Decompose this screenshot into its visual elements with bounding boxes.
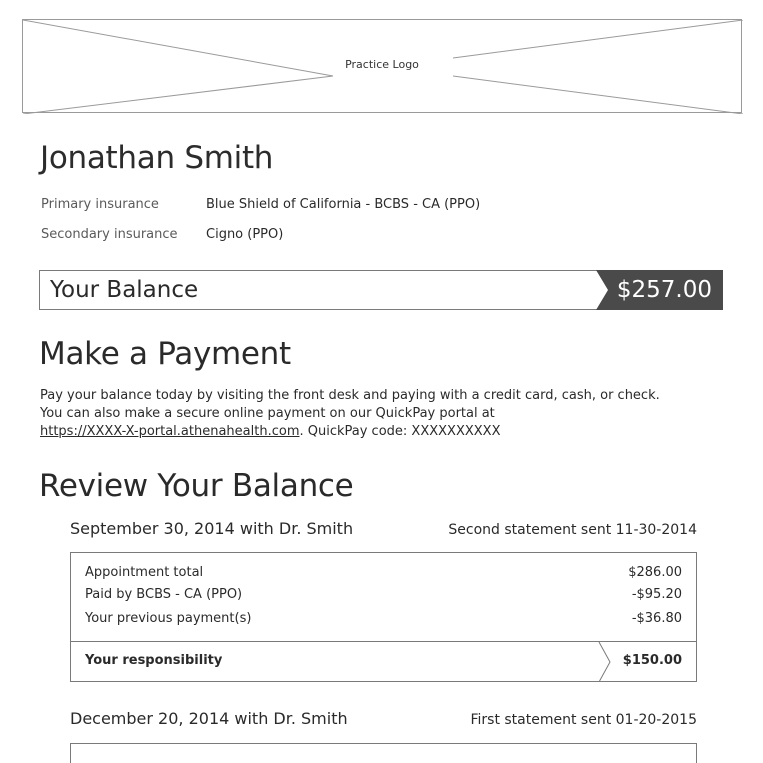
payment-line-3 bbox=[40, 423, 730, 441]
secondary-insurance-label: Secondary insurance bbox=[41, 227, 178, 242]
charge-label: Your previous payment(s) bbox=[85, 611, 252, 626]
statement-status: Second statement sent 11-30-2014 bbox=[448, 522, 697, 538]
primary-insurance-value: Blue Shield of California - BCBS - CA (PPO) bbox=[206, 197, 481, 212]
statement-summary bbox=[70, 743, 697, 763]
make-payment-title: Make a Payment bbox=[39, 336, 291, 372]
charge-row bbox=[71, 607, 696, 631]
statement-summary bbox=[70, 552, 697, 682]
charge-amount: $286.00 bbox=[628, 565, 682, 580]
balance-amount: $257.00 bbox=[616, 277, 712, 303]
responsibility-label: Your responsibility bbox=[85, 653, 223, 668]
logo-label: Practice Logo bbox=[335, 58, 429, 71]
patient-name: Jonathan Smith bbox=[40, 140, 274, 176]
chevron-divider bbox=[597, 642, 613, 682]
visit-date: December 20, 2014 with Dr. Smith bbox=[70, 709, 348, 728]
charge-row bbox=[71, 561, 696, 583]
quickpay-code: . QuickPay code: XXXXXXXXXX bbox=[299, 424, 501, 439]
charge-amount: -$95.20 bbox=[631, 587, 682, 602]
charge-label: Appointment total bbox=[85, 565, 204, 580]
payment-line-1: Pay your balance today by visiting the front desk and paying with a credit card, cash, or check. bbox=[40, 388, 660, 403]
practice-logo-placeholder bbox=[22, 19, 742, 113]
responsibility-amount: $150.00 bbox=[622, 653, 682, 668]
quickpay-portal-link[interactable]: https://XXXX-X-portal.athenahealth.com bbox=[40, 424, 300, 439]
responsibility-row bbox=[71, 641, 696, 682]
visit-date: September 30, 2014 with Dr. Smith bbox=[70, 519, 354, 538]
balance-bar bbox=[39, 270, 723, 310]
payment-line-2: You can also make a secure online payment on our QuickPay portal at bbox=[40, 406, 495, 421]
secondary-insurance-value: Cigno (PPO) bbox=[206, 227, 284, 242]
charge-row bbox=[71, 583, 696, 607]
charge-amount: -$36.80 bbox=[631, 611, 682, 626]
review-balance-title: Review Your Balance bbox=[39, 468, 354, 504]
charge-label: Paid by BCBS - CA (PPO) bbox=[85, 587, 243, 602]
primary-insurance-label: Primary insurance bbox=[41, 197, 159, 212]
balance-label: Your Balance bbox=[50, 277, 199, 303]
payment-instructions bbox=[40, 387, 730, 441]
statement-status: First statement sent 01-20-2015 bbox=[470, 712, 697, 728]
